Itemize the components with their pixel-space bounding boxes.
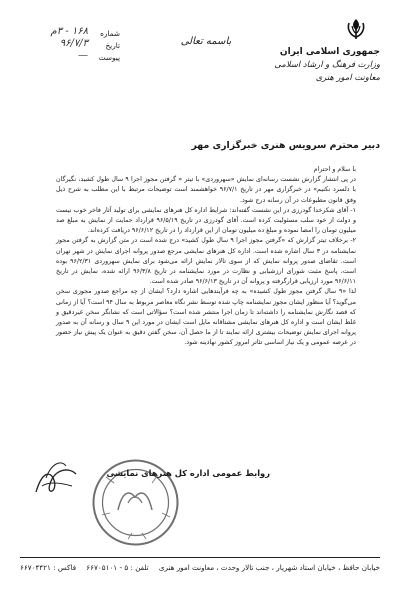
paragraph: ۱- آقای شکرخدا گودرزی در این نشست گفته‌اند: شرایط اداره کل هنرهای نمایشی برای تولید آثار فاخر خوب نیست و دولت از خود سلب مسئولیت کرده است. آقای گودرزی در تاریخ ۹۶/۵/۱۹ قرارداد حمایت از نمایش به مبلغ صد میلیون تومان را امضا نموده و مبلغ ده میلیون تومان از این قرارداد را در تاریخ ۹۶/۶/۱۲ دریافت کرده‌اند. [56,206,356,235]
meta-date-label: تاریخ [105,41,120,50]
meta-attachment-value: — [78,50,88,61]
signature-icon [28,452,86,507]
letter-meta [10,28,120,64]
meta-attachment-label: پیوست [98,53,120,62]
emblem-icon [343,17,369,41]
meta-number-label: شماره [100,29,120,38]
paragraph: ۲- برخلاف تیتر گزارش که «گرفتن مجوز اجرا ۹ سال طول کشید» درج شده است در متن گزارش به گرفتن مجوز نمایشنامه در ۳ سال اشاره شده است. اداره کل هنرهای نمایشی مرجع صدور پروانه اجرای نمایش در شهر تهران است. تقاضای صدور پروانه نمایش که از سوی تالار نمایش ارائه می‌شود برای نمایش سهروردی ۹۶/۲/۳۱ بوده است، پاسخ مثبت شورای ارزشیابی و نظارت در مورد نمایشنامه در تاریخ ۹۶/۳/۸ ارائه شده، نمایش در تاریخ ۹۶/۶/۱۱ مورد ارزیابی قرارگرفته و پروانه آن در تاریخ ۹۶/۶/۱۳ صادر شده است. [56,237,356,286]
footer-fax: فاکس : ۶۶۷۰۴۴۲۱ [20,563,77,572]
org-ministry: وزارت فرهنگ و ارشاد اسلامی [274,59,380,70]
footer-divider [20,557,380,558]
org-deputy: معاونت امور هنری [315,71,380,82]
paragraph: لذا «۹ سال گرفتن مجوز طول کشیده» به چه فرآیندهایی اشاره دارد؟ ایشان از چه مراجع صدور مجوزی سخن می‌گوید؟ آیا منظور ایشان مجوز نمایشنامه چاپ شده توسط نشر نگاه معاصر مربوط به سال ۹۴ است؟ آیا از زمانی که قصد نگارش نمایشنامه را داشته‌اند تا زمان اجرا منتشر شده است؟ سؤالاتی است که نشانگر سخن غیردقیق و غلط ایشان است و اداره کل هنرهای نمایشی مشتاقانه مایل است ایشان در مورد این ۹ سال و رسانه آن به صدور پروانه اجرای نمایش توضیحات بیشتری ارائه نمایند تا از ما حصل آن، سخن گفتن دقیق به عنوان یک پیش نیاز حضور در عرصه عمومی و یک نیاز اساسی تئاتر امروز کشور نهادینه شود. [56,288,357,347]
footer-phone: تلفن : ۵ - ۶۶۷۰۵۱۰۱ [86,563,149,572]
letter-body [56,165,356,349]
greeting: با سلام و احترام [313,166,356,173]
footer-address: خیابان حافظ ، خیابان استاد شهریار ، جنب تالار وحدت ، معاونت امور هنری [158,563,380,572]
organization-heading [260,46,380,83]
footer [20,563,380,572]
org-main: جمهوری اسلامی ایران [279,47,380,57]
signoff: روابط عمومی اداره کل هنرهای نمایشی [106,468,270,478]
addressee: دبیر محترم سرویس هنری خبرگزاری مهر [191,140,380,151]
meta-date-row [10,40,120,52]
paragraph: در پی انتشار گزارش نشست رسانه‌ای نمایش «سهروردی» با تیتر « گرفتن مجوز اجرا ۹ سال طول کشید، نگیرگان با دلسرد نکنیم» در خبرگزاری مهر در تاریخ ۹۶/۷/۱ خواهشمند است توضیحات مرتبط با این مطلب به شرح ذیل وفق قانون مطبوعات در آن رسانه درج شود. [56,176,356,204]
basmala: باسمه تعالی [180,36,232,47]
meta-date-value: ۹۶/۷/۳ [59,38,88,49]
meta-attachment-row [10,52,120,64]
meta-number-value: ۱۶۸ - ۳م [50,26,88,37]
